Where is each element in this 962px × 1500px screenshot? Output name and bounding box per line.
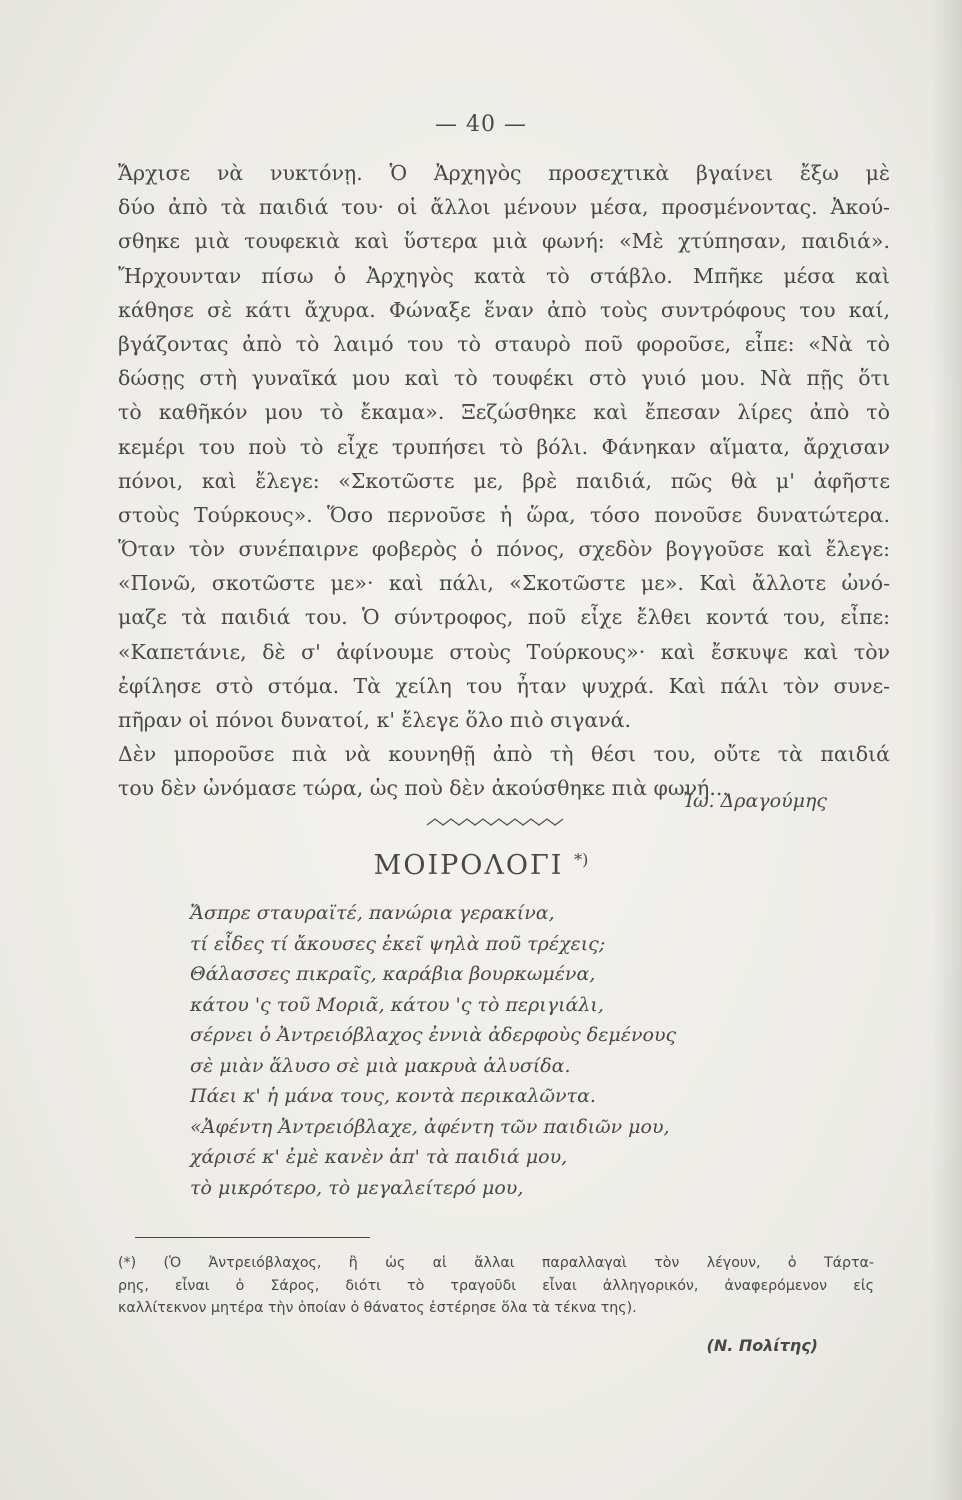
poem-verse: Ἄσπρε σταυραϊτέ, πανώρια γερακίνα,	[190, 902, 555, 924]
poem-verse: σὲ μιὰν ἅλυσο σὲ μιὰ μακρυὰ ἁλυσίδα.	[190, 1054, 571, 1077]
poem-verse: Θάλασσες πικραῖς, καράβια βουρκωμένα,	[190, 963, 596, 985]
prose-line: «Πονῶ, σκοτῶστε με»· καὶ πάλι, «Σκοτῶστε με». Καὶ ἄλλοτε ὠνό-	[118, 571, 890, 596]
prose-line: δύο ἀπὸ τὰ παιδιά του· οἱ ἄλλοι μένουν μέσα, προσμένοντας. Ἀκού-	[118, 195, 890, 220]
page-number: — 40 —	[435, 112, 527, 137]
author-signature: Ἰω. Δραγούμης	[683, 790, 827, 812]
poem-verse: κάτου 'ς τοῦ Μοριᾶ, κάτου 'ς τὸ περιγιάλι,	[190, 993, 604, 1016]
prose-line: πόνοι, καὶ ἔλεγε: «Σκοτῶστε με, βρὲ παιδιά, πῶς θὰ μ' ἀφῆστε	[118, 468, 890, 493]
footnote-line: (*) (Ὁ Ἀντρειόβλαχος, ἢ ὡς αἱ ἄλλαι παραλλαγαὶ τὸν λέγουν, ὁ Τάρτα-	[118, 1255, 874, 1271]
poem-verse: τί εἶδες τί ἄκουσες ἐκεῖ ψηλὰ ποῦ τρέχεις;	[190, 932, 606, 955]
prose-line: ἐφίλησε στὸ στόμα. Τὰ χείλη του ἦταν ψυχρά. Καὶ πάλι τὸν συνε-	[118, 673, 890, 698]
prose-line: δώσῃς στὴ γυναῖκά μου καὶ τὸ τουφέκι στὸ γυιό μου. Νὰ πῇς ὅτι	[118, 366, 890, 391]
poem-verse: τὸ μικρότερο, τὸ μεγαλείτερό μου,	[190, 1176, 524, 1199]
footnote	[118, 1252, 874, 1320]
page-edge-shadow	[932, 0, 962, 1500]
prose-passage	[118, 156, 890, 806]
poem-verse: σέρνει ὁ Ἀντρειόβλαχος ἐννιὰ ἀδερφοὺς δεμένους	[190, 1024, 677, 1046]
poem-verse: Πάει κ' ἡ μάνα τους, κοντὰ περικαλῶντα.	[190, 1085, 596, 1107]
poem-body	[190, 898, 810, 1203]
footnote-line: ρης, εἶναι ὁ Σάρος, διότι τὸ τραγοῦδι εἶναι ἀλληγορικόν, ἀναφερόμενον εἰς	[118, 1277, 874, 1294]
footnote-rule	[135, 1237, 370, 1238]
prose-line: στοὺς Τούρκους». Ὅσο περνοῦσε ἡ ὥρα, τόσο πονοῦσε δυνατώτερα.	[118, 502, 890, 527]
prose-line: βγάζοντας ἀπὸ τὸ λαιμό του τὸ σταυρὸ ποῦ φοροῦσε, εἶπε: «Νὰ τὸ	[118, 331, 890, 356]
footnote-marker: *)	[574, 850, 589, 869]
prose-line: κεμέρι του ποὺ τὸ εἶχε τρυπήσει τὸ βόλι. Φάνηκαν αἵματα, ἄρχισαν	[118, 434, 890, 459]
wavy-divider-ornament	[425, 815, 567, 829]
poem-verse: «Ἀφέντη Ἀντρειόβλαχε, ἀφέντη τῶν παιδιῶν μου,	[190, 1115, 670, 1138]
prose-line: τὸ καθῆκόν μου τὸ ἔκαμα». Ξεζώσθηκε καὶ ἔπεσαν λίρες ἀπὸ τὸ	[118, 400, 890, 425]
poem-title	[0, 850, 962, 881]
prose-line: κάθησε σὲ κάτι ἄχυρα. Φώναξε ἕναν ἀπὸ τοὺς συντρόφους του καί,	[118, 297, 890, 322]
prose-line: «Καπετάνιε, δὲ σ' ἀφίνουμε στοὺς Τούρκους»· καὶ ἔσκυψε καὶ τὸν	[118, 639, 890, 664]
prose-line: του δὲν ὠνόμασε τώρα, ὡς ποὺ δὲν ἀκούσθηκε πιὰ φωνή...	[118, 776, 729, 801]
footnote-line: καλλίτεκνον μητέρα τὴν ὁποίαν ὁ θάνατος ἐστέρησε ὅλα τὰ τέκνα της).	[118, 1300, 637, 1316]
poem-title-text: ΜΟΙΡΟΛΟΓΙ	[373, 850, 564, 881]
prose-line: πῆραν οἱ πόνοι δυνατοί, κ' ἔλεγε ὅλο πιὸ σιγανά.	[118, 708, 632, 732]
prose-line: Δὲν μποροῦσε πιὰ νὰ κουνηθῇ ἀπὸ τὴ θέσι του, οὔτε τὰ παιδιά	[118, 742, 890, 767]
prose-line: μαζε τὰ παιδιά του. Ὁ σύντροφος, ποῦ εἶχε ἔλθει κοντά του, εἶπε:	[118, 605, 890, 630]
prose-line: Ἄρχισε νὰ νυκτόνῃ. Ὁ Ἀρχηγὸς προσεχτικὰ βγαίνει ἔξω μὲ	[118, 161, 890, 185]
prose-line: σθηκε μιὰ τουφεκιὰ καὶ ὕστερα μιὰ φωνή: «Μὲ χτύπησαν, παιδιά».	[118, 229, 890, 254]
prose-line: Ἤρχουνταν πίσω ὁ Ἀρχηγὸς κατὰ τὸ στάβλο. Μπῆκε μέσα καὶ	[118, 263, 890, 288]
prose-line: Ὅταν τὸν συνέπαιρνε φοβερὸς ὁ πόνος, σχεδὸν βογγοῦσε καὶ ἔλεγε:	[118, 537, 890, 562]
poem-verse: χάρισέ κ' ἐμὲ κανὲν ἀπ' τὰ παιδιά μου,	[190, 1146, 568, 1168]
footnote-author: (Ν. Πολίτης)	[706, 1336, 818, 1355]
